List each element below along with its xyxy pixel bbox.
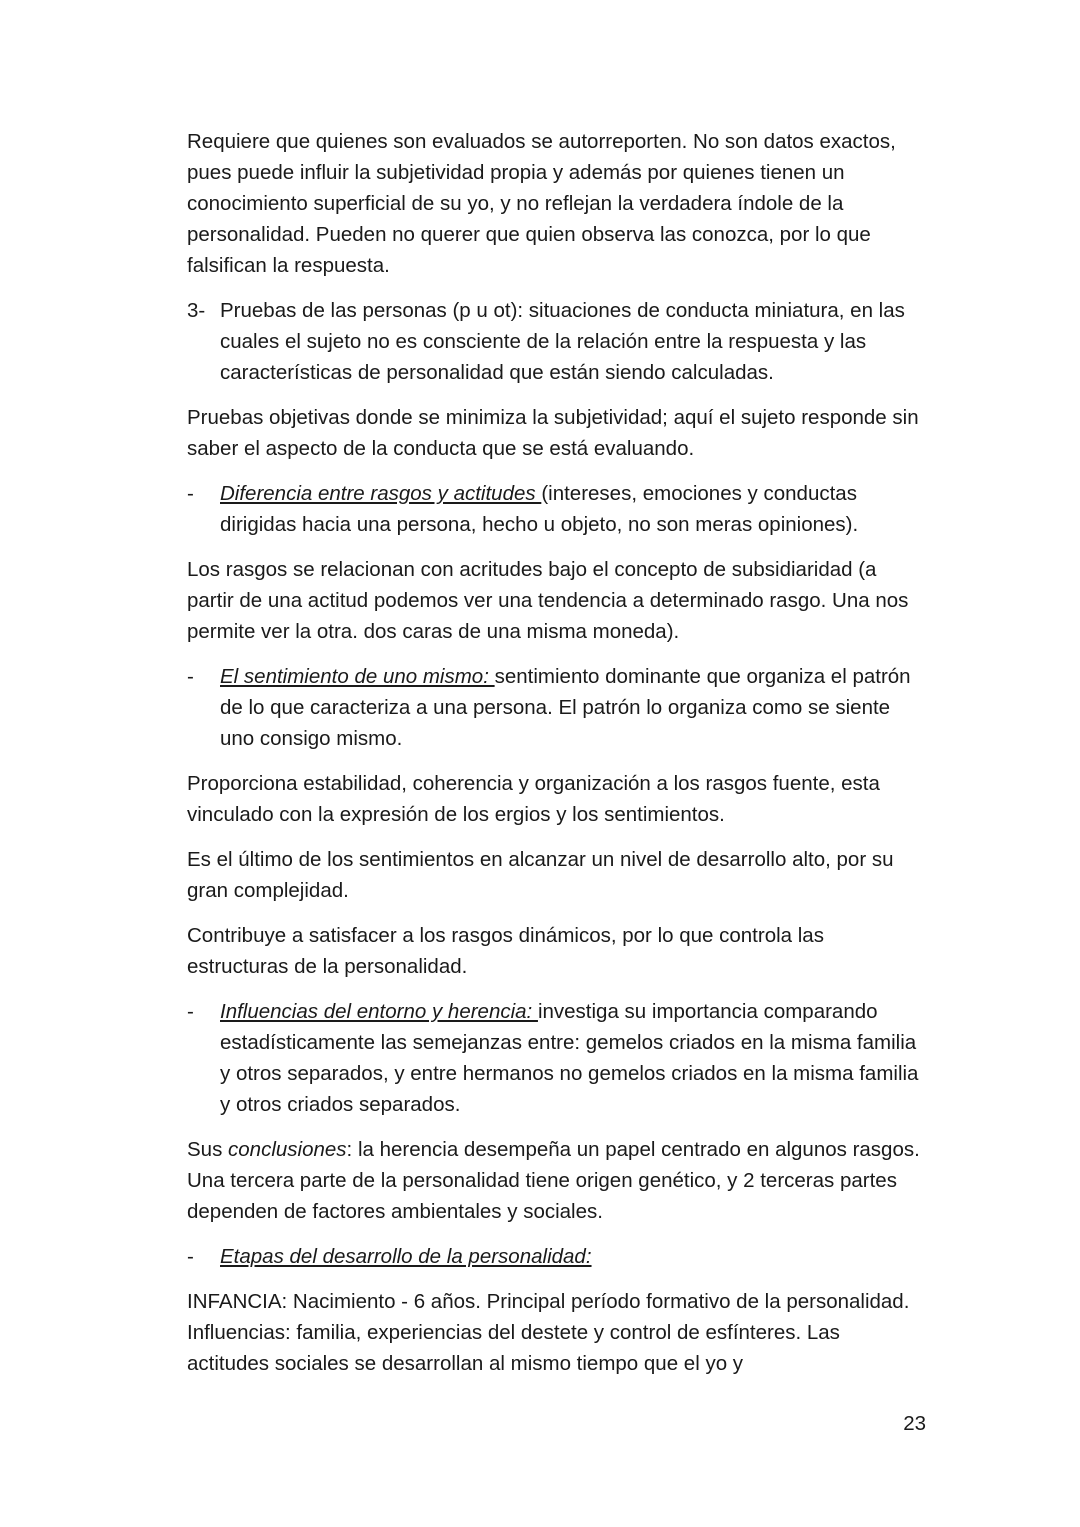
- list-marker: -: [187, 1000, 194, 1023]
- bullet-item-self-sentiment: [187, 661, 927, 754]
- list-marker: 3-: [187, 299, 206, 322]
- bullet-item-development-stages: [187, 1241, 927, 1272]
- paragraph-objective-tests: Pruebas objetivas donde se minimiza la subjetividad; aquí el sujeto responde sin saber el aspecto de la conducta que se está evaluando.: [187, 406, 919, 460]
- bullet-item-environment-heredity: [187, 996, 927, 1120]
- bullet-item-traits-attitudes: [187, 478, 927, 540]
- conclusions-emphasis: conclusiones: [228, 1138, 347, 1161]
- paragraph-self-report: Requiere que quienes son evaluados se autorreporten. No son datos exactos, pues puede influir la subjetividad propia y además por quienes tienen un conocimiento superficial de su yo, y no reflejan la verdadera índole de la personalidad. Pueden no querer que quien observa las conozca, por lo que falsifican la respuesta.: [187, 130, 896, 277]
- conclusions-post: : la herencia desempeña un papel centrado en algunos rasgos. Una tercera parte de la personalidad tiene origen genético, y 2 terceras partes dependen de factores ambientales y sociales.: [187, 1138, 920, 1223]
- bullet-term: Influencias del entorno y herencia:: [220, 1000, 538, 1023]
- paragraph-conclusions: [187, 1134, 927, 1227]
- numbered-item-3: [187, 295, 927, 388]
- bullet-term: El sentimiento de uno mismo:: [220, 665, 495, 688]
- paragraph-dynamic-traits: Contribuye a satisfacer a los rasgos dinámicos, por lo que controla las estructuras de la personalidad.: [187, 924, 824, 978]
- bullet-text: sentimiento dominante que organiza el patrón de lo que caracteriza a una persona. El patrón lo organiza como se siente uno consigo mismo.: [220, 665, 911, 750]
- paragraph-last-sentiment: Es el último de los sentimientos en alcanzar un nivel de desarrollo alto, por su gran complejidad.: [187, 848, 894, 902]
- bullet-text: investiga su importancia comparando estadísticamente las semejanzas entre: gemelos criados en la misma familia y otros separados, y entre hermanos no gemelos criados en la misma familia y otros criados separados.: [220, 1000, 919, 1116]
- numbered-item-text: Pruebas de las personas (p u ot): situaciones de conducta miniatura, en las cuales el sujeto no es consciente de la relación entre la respuesta y las características de personalidad que están siendo calculadas.: [220, 299, 905, 384]
- list-marker: -: [187, 482, 194, 505]
- paragraph-infancy: INFANCIA: Nacimiento - 6 años. Principal período formativo de la personalidad. Influencias: familia, experiencias del destete y control de esfínteres. Las actitudes sociales se desarrollan al mismo tiempo que el yo y: [187, 1290, 910, 1375]
- bullet-text: (intereses, emociones y conductas dirigidas hacia una persona, hecho u objeto, no son meras opiniones).: [220, 482, 859, 536]
- bullet-term: Etapas del desarrollo de la personalidad:: [220, 1245, 592, 1268]
- conclusions-pre: Sus: [187, 1138, 229, 1161]
- bullet-item-body: [220, 996, 927, 1120]
- list-marker: -: [187, 665, 194, 688]
- bullet-item-body: [220, 478, 927, 540]
- bullet-item-body: [220, 1241, 927, 1272]
- document-page: [187, 126, 927, 1393]
- bullet-term: Diferencia entre rasgos y actitudes: [220, 482, 542, 505]
- paragraph-stability: Proporciona estabilidad, coherencia y organización a los rasgos fuente, esta vinculado con la expresión de los ergios y los sentimientos.: [187, 772, 880, 826]
- list-marker: -: [187, 1245, 194, 1268]
- page-number: 23: [903, 1412, 926, 1435]
- paragraph-subsidiarity: Los rasgos se relacionan con acritudes bajo el concepto de subsidiaridad (a partir de una actitud podemos ver una tendencia a determinado rasgo. Una nos permite ver la otra. dos caras de una misma moneda).: [187, 558, 909, 643]
- bullet-item-body: [220, 661, 927, 754]
